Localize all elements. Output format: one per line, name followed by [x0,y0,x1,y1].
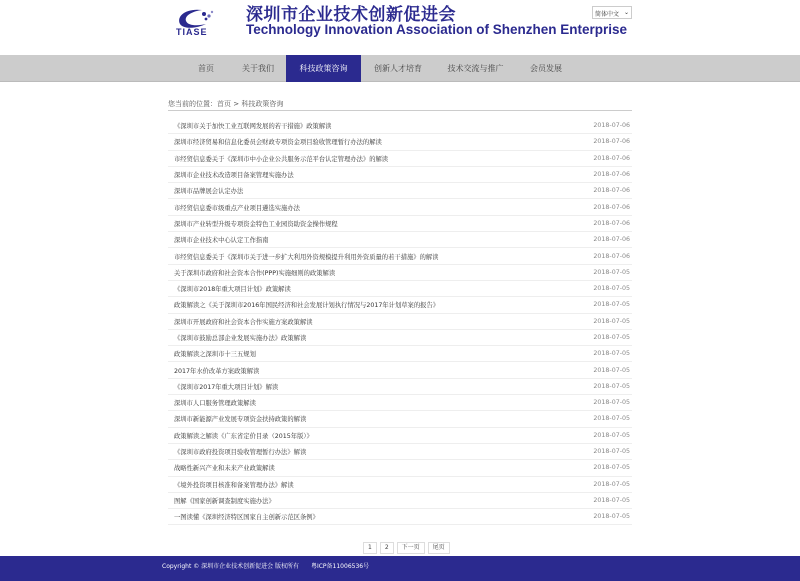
article-list [168,118,632,525]
nav-exchange[interactable]: 技术交流与推广 [447,64,504,73]
article-title[interactable]: 《深圳市2018年重大项目计划》政策解读 [174,286,291,294]
article-row[interactable] [168,362,632,378]
site-title-en: Technology Innovation Association of Shenzhen Enterprise [246,22,628,37]
article-date: 2018-07-05 [593,415,630,423]
article-date: 2018-07-06 [593,252,630,260]
article-row[interactable] [168,330,632,346]
article-title[interactable]: 深圳市新能源产业发展专项资金扶持政策的解读 [174,416,307,424]
nav-talent[interactable]: 创新人才培育 [374,64,422,73]
article-date: 2018-07-06 [593,171,630,179]
article-row[interactable] [168,411,632,427]
article-row[interactable] [168,444,632,460]
article-row[interactable] [168,167,632,183]
article-title[interactable]: 深圳市开展政府和社会资本合作实施方案政策解读 [174,318,313,326]
page-1-button[interactable]: 1 [363,542,377,554]
article-row[interactable] [168,216,632,232]
article-date: 2018-07-06 [593,236,630,244]
language-select[interactable] [592,6,632,19]
article-title[interactable]: 《境外投资项目核准和备案管理办法》解读 [174,481,294,489]
article-title[interactable]: 一图读懂《深圳经济特区国家自主创新示范区条例》 [174,514,319,522]
article-date: 2018-07-05 [593,431,630,439]
article-date: 2018-07-06 [593,203,630,211]
article-row[interactable] [168,232,632,248]
article-row[interactable] [168,248,632,264]
pagination [363,542,450,554]
divider [168,110,632,111]
article-title[interactable]: 《深圳市政府投资项目验收管理暂行办法》解读 [174,449,307,457]
article-date: 2018-07-05 [593,334,630,341]
article-date: 2018-07-05 [593,382,630,390]
article-title[interactable]: 深圳市经济贸易和信息化委员会财政专项资金项目验收管理暂行办法的解读 [174,139,382,147]
article-date: 2018-07-05 [593,464,630,472]
copyright: Copyright © 深圳市企业技术创新促进会 版权所有 [162,563,300,570]
article-title[interactable]: 战略性新兴产业和未来产业政策解读 [174,465,275,473]
site-title-cn: 深圳市企业技术创新促进会 [246,5,456,25]
article-title[interactable]: 深圳市产业转型升级专项资金特色工业园资助资金操作规程 [174,220,338,228]
article-row[interactable] [168,183,632,199]
article-row[interactable] [168,460,632,476]
language-value: 简体中文 [595,11,620,18]
breadcrumb-sep: > [231,100,242,108]
article-date: 2018-07-05 [593,366,630,374]
logo-text: TIASE [176,27,208,37]
article-date: 2018-07-06 [593,219,630,227]
breadcrumb-current[interactable]: 科技政策咨询 [241,100,284,108]
article-title[interactable]: 《深圳市关于加快工业互联网发展的若干措施》政策解读 [174,123,332,131]
article-row[interactable] [168,346,632,362]
breadcrumb-prefix: 您当前的位置： [168,100,217,108]
article-date: 2018-07-05 [593,317,630,325]
article-date: 2018-07-06 [593,154,630,162]
article-row[interactable] [168,477,632,493]
breadcrumb [168,99,283,109]
article-title[interactable]: 深圳市人口服务管理政策解读 [174,400,256,408]
article-date: 2018-07-05 [593,285,630,293]
article-row[interactable] [168,118,632,134]
article-title[interactable]: 深圳市企业技术中心认定工作指南 [174,237,269,245]
article-date: 2018-07-05 [593,301,630,309]
article-title[interactable]: 市经贸信息委市级重点产业项目遴选实施办法 [174,204,300,212]
article-title[interactable]: 图解《国家创新调查制度实施办法》 [174,497,275,505]
article-date: 2018-07-06 [593,138,630,146]
article-title[interactable]: 《深圳市鼓励总部企业发展实施办法》政策解读 [174,335,307,342]
article-title[interactable]: 市经贸信息委关于《深圳市中小企业公共服务示范平台认定管理办法》的解读 [174,155,389,163]
article-row[interactable] [168,134,632,150]
article-title[interactable]: 政策解读之《关于深圳市2016年国民经济和社会发展计划执行情况与2017年计划草案的报告》 [174,302,440,310]
article-row[interactable] [168,509,632,525]
article-date: 2018-07-05 [593,399,630,407]
article-title[interactable]: 关于深圳市政府和社会资本合作(PPP)实施细则的政策解读 [174,269,336,277]
nav-policy[interactable]: 科技政策咨询 [286,55,361,82]
breadcrumb-home[interactable]: 首页 [217,100,231,108]
article-date: 2018-07-05 [593,496,630,504]
nav-home[interactable]: 首页 [198,64,214,73]
article-title[interactable]: 市经贸信息委关于《深圳市关于进一步扩大利用外资规模提升利用外资质量的若干措施》的解读 [174,253,439,261]
article-date: 2018-07-05 [593,268,630,276]
article-date: 2018-07-05 [593,350,630,358]
chevron-down-icon: ⌄ [623,9,629,16]
article-row[interactable] [168,151,632,167]
article-row[interactable] [168,199,632,215]
article-date: 2018-07-06 [593,122,630,130]
page-2-button[interactable]: 2 [380,542,394,554]
header [0,0,800,55]
article-title[interactable]: 政策解读之解读《广东省定价目录（2015年版）》 [174,432,313,440]
article-row[interactable] [168,297,632,313]
footer [0,556,800,581]
article-date: 2018-07-05 [593,448,630,456]
article-date: 2018-07-06 [593,187,630,195]
article-row[interactable] [168,314,632,330]
article-row[interactable] [168,428,632,444]
last-page-button[interactable]: 尾页 [428,542,450,554]
article-title[interactable]: 政策解读之深圳市十三五规划 [174,351,256,359]
main-nav [0,55,800,82]
article-title[interactable]: 2017年水价改革方案政策解读 [174,367,260,375]
article-date: 2018-07-05 [593,513,630,521]
nav-members[interactable]: 会员发展 [530,64,562,73]
next-page-button[interactable]: 下一页 [397,542,425,554]
article-row[interactable] [168,493,632,509]
article-row[interactable] [168,281,632,297]
article-title[interactable]: 《深圳市2017年重大项目计划》解读 [174,383,279,391]
article-row[interactable] [168,265,632,281]
nav-about[interactable]: 关于我们 [242,64,274,73]
article-title[interactable]: 深圳市企业技术改造项目备案管理实施办法 [174,172,294,180]
icp-number: 粤ICP备11006536号 [310,563,370,570]
article-row[interactable] [168,379,632,395]
article-title[interactable]: 深圳市品牌展会认定办法 [174,188,244,196]
article-date: 2018-07-05 [593,480,630,488]
article-row[interactable] [168,395,632,411]
